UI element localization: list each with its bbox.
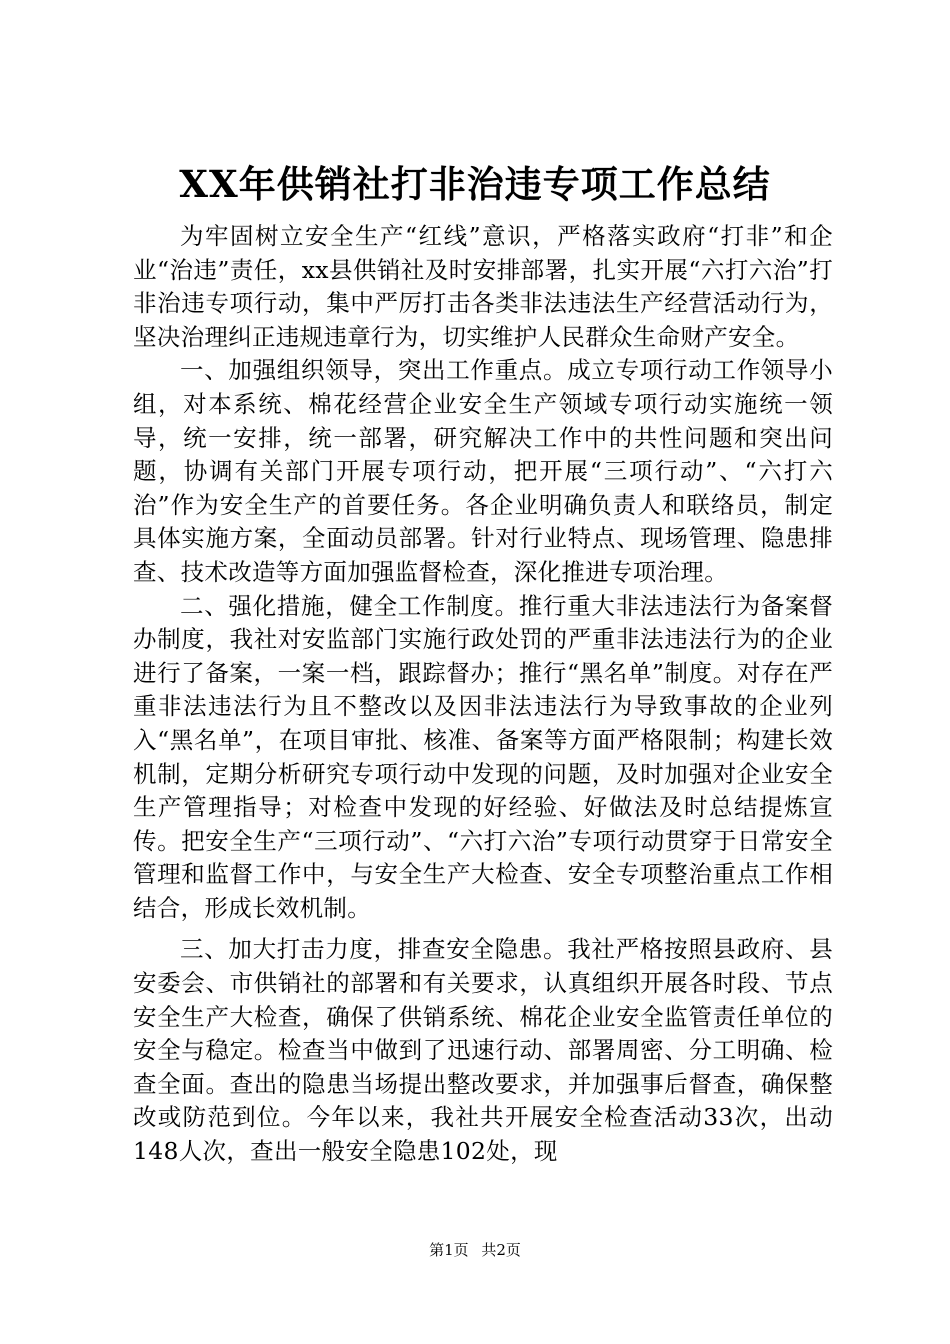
paragraph-section-1: 一、加强组织领导，突出工作重点。成立专项行动工作领导小组，对本系统、棉花经营企业安全生产领域专项行动实施统一领导，统一安排，统一部署，研究解决工作中的共性问题和突出问题，协调有关部门开展专项行动，把开展“三项行动”、“六打六治”作为安全生产的首要任务。各企业明确负责人和联络员，制定具体实施方案，全面动员部署。针对行业特点、现场管理、隐患排查、技术改造等方面加强监督检查，深化推进专项治理。 [133, 356, 833, 586]
page-footer [0, 1240, 950, 1260]
paragraph-section-2: 二、强化措施，健全工作制度。推行重大非法违法行为备案督办制度，我社对安监部门实施行政处罚的严重非法违法行为的企业进行了备案，一案一档，跟踪督办；推行“黑名单”制度。对存在严重非法违法行为且不整改以及因非法违法行为导致事故的企业列入“黑名单”，在项目审批、核准、备案等方面严格限制；构建长效机制，定期分析研究专项行动中发现的问题，及时加强对企业安全生产管理指导；对检查中发现的好经验、好做法及时总结提炼宣传。把安全生产“三项行动”、“六打六治”专项行动贯穿于日常安全管理和监督工作中，与安全生产大检查、安全专项整治重点工作相结合，形成长效机制。 [133, 591, 833, 922]
document-body [133, 220, 833, 1169]
paragraph-section-3: 三、加大打击力度，排查安全隐患。我社严格按照县政府、县安委会、市供销社的部署和有关要求，认真组织开展各时段、节点安全生产大检查，确保了供销系统、棉花企业安全监管责任单位的安全与稳定。检查当中做到了迅速行动、部署周密、分工明确、检查全面。查出的隐患当场提出整改要求，并加强事后督查，确保整改或防范到位。今年以来，我社共开展安全检查活动33次，出动148人次，查出一般安全隐患102处，现 [133, 935, 833, 1166]
document-title: XX年供销社打非治违专项工作总结 [179, 162, 771, 206]
page-number: 第1页 [429, 1241, 469, 1259]
paragraph-intro: 为牢固树立安全生产“红线”意识，严格落实政府“打非”和企业“治违”责任，xx县供销社及时安排部署，扎实开展“六打六治”打非治违专项行动，集中严厉打击各类非法违法生产经营活动行为，坚决治理纠正违规违章行为，切实维护人民群众生命财产安全。 [133, 222, 833, 351]
page-total: 共2页 [481, 1241, 521, 1259]
